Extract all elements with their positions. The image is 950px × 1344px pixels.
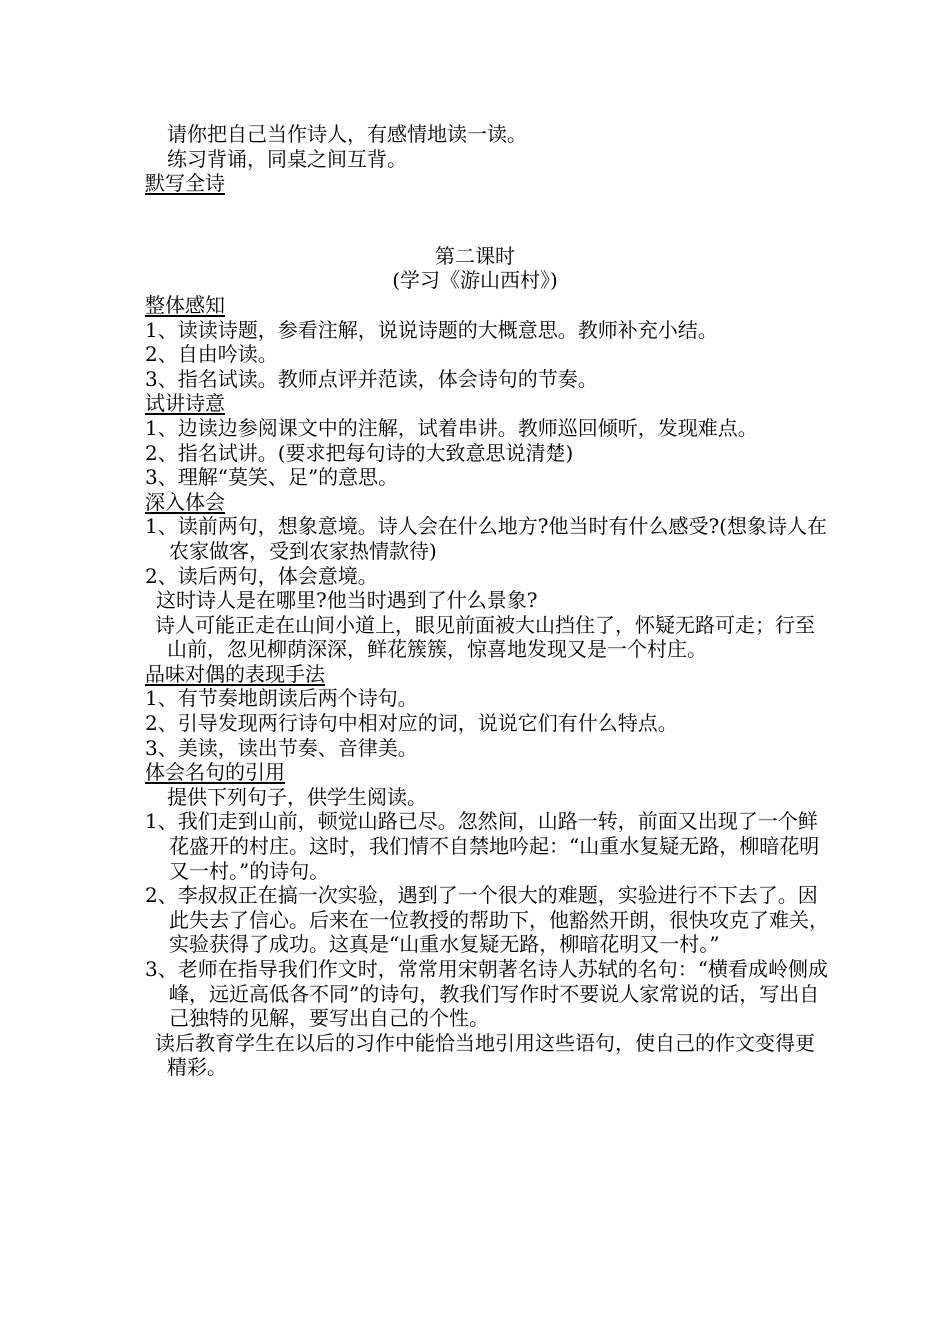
list-item: 1、读读诗题，参看注解，说说诗题的大概意思。教师补充小结。	[145, 317, 718, 342]
list-item: 3、指名试读。教师点评并范读，体会诗句的节奏。	[145, 366, 598, 391]
spacer	[145, 196, 825, 244]
list-item: 1、边读边参阅课文中的注解，试着串讲。教师巡回倾听，发现难点。	[145, 415, 758, 440]
list-item: 3、美读，读出节奏、音律美。	[145, 735, 418, 760]
list-item: 2、李叔叔正在搞一次实验，遇到了一个很大的难题，实验进行不下去了。因此失去了信心。后来在一位教授的帮助下，他豁然开朗，很快攻克了难关，实验获得了成功。这真是“山重水复疑无路，柳暗花明又一村。”	[145, 883, 829, 957]
section-heading-text: 体会名句的引用	[145, 760, 285, 785]
lesson-subtitle: (学习《游山西村》)	[392, 268, 558, 293]
list-item: 3、老师在指导我们作文时，常常用宋朝著名诗人苏轼的名句：“横看成岭侧成峰，远近高低各不同”的诗句，教我们写作时不要说人家常说的话，写出自己独特的见解，要写出自己的个性。	[145, 957, 828, 1031]
intro-line-1: 请你把自己当作诗人，有感情地读一读。	[167, 122, 527, 146]
list-item: 1、有节奏地朗读后两个诗句。	[145, 686, 418, 711]
section-heading	[145, 391, 825, 416]
section-heading	[145, 662, 825, 687]
section-heading-text: 品味对偶的表现手法	[145, 661, 325, 686]
question-text: 这时诗人是在哪里?他当时遇到了什么景象?	[156, 588, 538, 613]
section-heading	[145, 760, 825, 785]
list-item: 2、自由吟读。	[145, 342, 278, 367]
answer-text: 诗人可能正走在山间小道上，眼见前面被大山挡住了，怀疑无路可走；行至山前，忽见柳荫深深，鲜花簇簇，惊喜地发现又是一个村庄。	[155, 612, 815, 662]
intro-heading	[145, 171, 825, 196]
list-item: 2、引导发现两行诗句中相对应的词，说说它们有什么特点。	[145, 711, 678, 736]
section-heading-text: 整体感知	[145, 292, 225, 317]
intro-line-2: 练习背诵，同桌之间互背。	[167, 146, 407, 171]
list-item: 2、指名试讲。(要求把每句诗的大致意思说清楚)	[145, 440, 574, 465]
intro-heading-text: 默写全诗	[145, 171, 225, 196]
list-item: 1、读前两句，想象意境。诗人会在什么地方?他当时有什么感受?(想象诗人在农家做客，受到农家热情款待)	[145, 514, 827, 563]
closing-text: 读后教育学生在以后的习作中能恰当地引用这些语句，使自己的作文变得更精彩。	[155, 1030, 815, 1080]
list-item: 3、理解“莫笑、足”的意思。	[145, 465, 399, 490]
document-page	[145, 122, 829, 1080]
list-item: 1、我们走到山前，顿觉山路已尽。忽然间，山路一转，前面又出现了一个鲜花盛开的村庄。这时，我们情不自禁地吟起：“山重水复疑无路，柳暗花明又一村。”的诗句。	[145, 809, 820, 883]
section-heading-text: 试讲诗意	[145, 391, 225, 416]
list-item: 2、读后两句，体会意境。	[145, 563, 378, 588]
lesson-title: 第二课时	[435, 243, 515, 268]
section-heading-text: 深入体会	[145, 489, 225, 514]
section-intro: 提供下列句子，供学生阅读。	[167, 784, 427, 809]
section-heading	[145, 293, 825, 318]
section-heading	[145, 490, 825, 515]
